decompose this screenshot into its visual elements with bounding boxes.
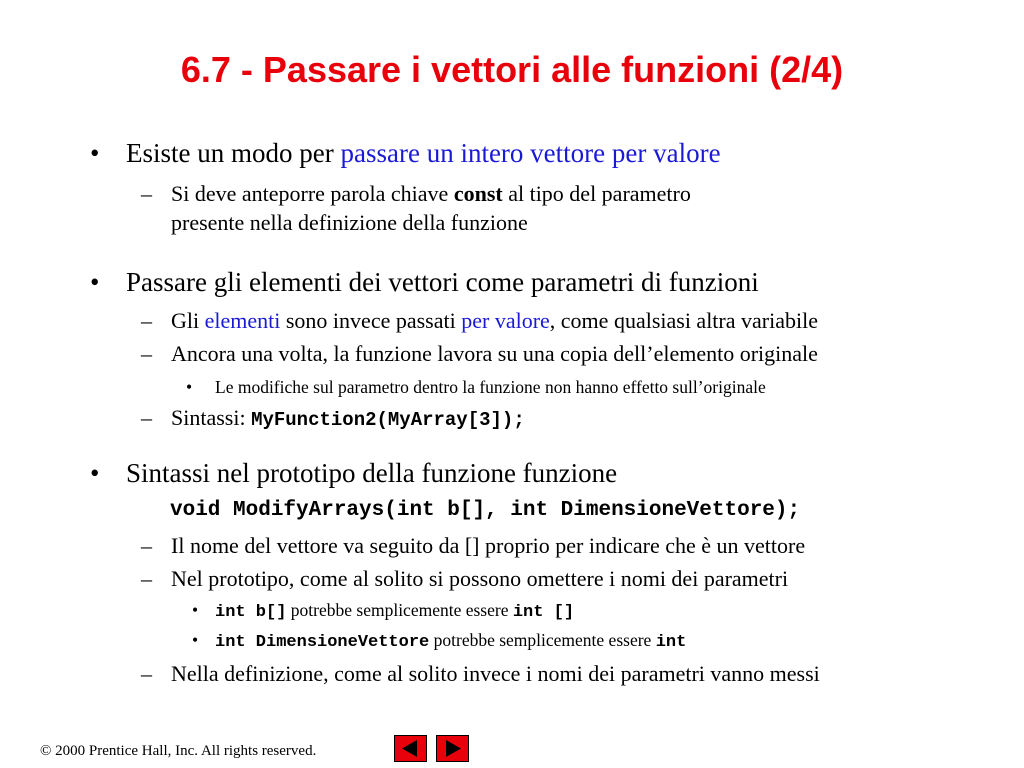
bullet-2-3 — [171, 404, 525, 434]
bullet-3-2-1-text: potrebbe semplicemente essere — [286, 600, 513, 620]
bullet-3-2: Nel prototipo, come al solito si possono omettere i nomi dei parametri — [171, 566, 789, 591]
dash-marker: – — [141, 308, 152, 333]
bullet-3-2-2-code-b: int — [655, 633, 687, 652]
dash-marker: – — [141, 341, 152, 366]
bullet-3-3: Nella definizione, come al solito invece i nomi dei parametri vanno messi — [171, 661, 820, 686]
previous-slide-button[interactable] — [394, 735, 427, 762]
bullet-1-1-line2: presente nella definizione della funzione — [171, 210, 528, 235]
bullet-2-1-hl2: per valore — [461, 308, 550, 333]
sub-bullet-marker: • — [186, 377, 193, 397]
next-slide-button[interactable] — [436, 735, 469, 762]
bullet-3-2-2 — [215, 629, 686, 654]
dash-marker: – — [141, 181, 152, 206]
bullet-3-2-1-code-b: int [] — [512, 603, 575, 622]
bullet-1-1-text-b: al tipo del parametro — [502, 181, 691, 206]
bullet-marker: • — [90, 267, 100, 297]
bullet-2-1-text-b: sono invece passati — [280, 308, 462, 333]
sub-bullet-marker: • — [192, 630, 199, 650]
bullet-2-1-text-c: , come qualsiasi altra variabile — [549, 308, 818, 333]
bullet-2-1-text-a: Gli — [171, 308, 205, 333]
bullet-1-1-text-a: Si deve anteporre parola chiave — [171, 181, 454, 206]
slide-title: 6.7 - Passare i vettori alle funzioni (2/4) — [180, 49, 844, 90]
dash-marker: – — [141, 566, 152, 591]
bullet-3: Sintassi nel prototipo della funzione funzione — [126, 458, 618, 488]
dash-marker: – — [141, 533, 152, 558]
copyright-footer: © 2000 Prentice Hall, Inc. All rights reserved. — [40, 743, 317, 759]
bullet-1-text: Esiste un modo per — [126, 138, 341, 168]
sub-bullet-marker: • — [192, 600, 199, 620]
bullet-3-2-1-code-a: int b[] — [215, 603, 287, 622]
bullet-marker: • — [90, 458, 100, 488]
bullet-3-2-2-text: potrebbe semplicemente essere — [429, 630, 656, 650]
bullet-2-2-1: Le modifiche sul parametro dentro la funzione non hanno effetto sull’originale — [215, 377, 766, 397]
prototype-code: void ModifyArrays(int b[], int DimensioneVettore); — [170, 499, 801, 522]
bullet-1-1 — [171, 180, 691, 208]
bullet-1 — [126, 137, 721, 169]
bullet-2-1 — [171, 307, 818, 335]
dash-marker: – — [141, 661, 152, 686]
bullet-marker: • — [90, 138, 100, 168]
bullet-1-highlight: passare un intero vettore per valore — [340, 138, 721, 168]
bullet-2-3-code: MyFunction2(MyArray[3]); — [251, 409, 525, 431]
bullet-3-2-2-code-a: int DimensioneVettore — [215, 633, 430, 652]
bullet-2-3-text: Sintassi: — [171, 405, 252, 430]
bullet-1-1-keyword: const — [453, 181, 503, 206]
bullet-3-1: Il nome del vettore va seguito da [] proprio per indicare che è un vettore — [171, 533, 806, 558]
arrow-right-icon — [437, 736, 468, 761]
bullet-2-2: Ancora una volta, la funzione lavora su una copia dell’elemento originale — [171, 341, 818, 366]
bullet-3-2-1 — [215, 599, 574, 624]
arrow-left-icon — [395, 736, 426, 761]
bullet-2: Passare gli elementi dei vettori come parametri di funzioni — [126, 267, 759, 297]
dash-marker: – — [141, 405, 152, 430]
bullet-2-1-hl1: elementi — [204, 308, 281, 333]
